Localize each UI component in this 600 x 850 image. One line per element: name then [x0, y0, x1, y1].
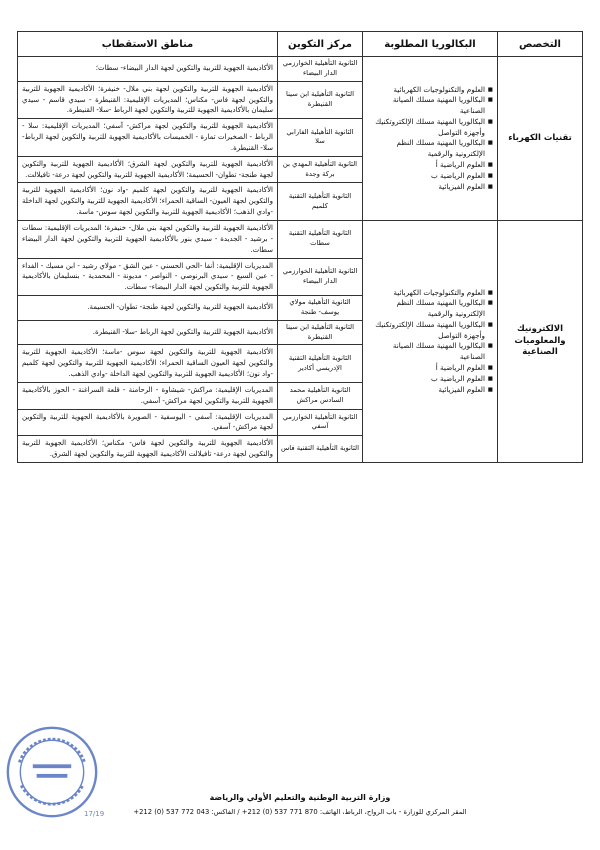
- specialty-cell: تقنيات الكهرباء: [498, 57, 583, 221]
- recruitment-zones-cell: المديريات الإقليمية: أنفا -الحي الحسني - عين الشق - مولاي رشيد - ابن مسيك - الفداء - عين السبع - سيدي البرنوصي - النواصر - مديونة - المحمدية - بنسليمان بالأكاديمية الجهوية للتربية والتكوين لجهة الدار البيضاء- سطات.: [18, 258, 278, 296]
- header-specialty: التخصص: [498, 32, 583, 57]
- header-zones: مناطق الاستقطاب: [18, 32, 278, 57]
- bac-item: ■ العلوم الفيزيائية: [366, 385, 493, 396]
- bac-item: ■ البكالوريا المهنية مسلك النظم الإلكترونية والرقمية: [366, 298, 493, 320]
- header-center: مركز التكوين: [278, 32, 363, 57]
- training-center-cell: الثانوية التأهيلية التقنية الإدريسي أكادير: [278, 345, 363, 383]
- footer-ministry: وزارة التربية الوطنية والتعليم الأولي والرياضة: [209, 793, 391, 802]
- training-center-cell: الثانوية التأهيلية الخوارزمي الدار البيضاء: [278, 258, 363, 296]
- footer-address: المقر المركزي للوزارة - باب الرواح، الرباط، الهاتف: 870 771 537 (0) 212+ / الفاكس: 043 772 537 (0) 212+: [133, 808, 467, 816]
- recruitment-zones-cell: الأكاديمية الجهوية للتربية والتكوين لجهة الرباط -سلا- القنيطرة.: [18, 320, 278, 345]
- bac-item: ■ العلوم والتكنولوجيات الكهربائية: [366, 85, 493, 96]
- recruitment-zones-cell: الأكاديمية الجهوية للتربية والتكوين لجهة طنجة- تطوان- الحسيمة.: [18, 296, 278, 321]
- recruitment-zones-cell: الأكاديمية الجهوية للتربية والتكوين لجهة الدار البيضاء- سطات؛: [18, 57, 278, 82]
- bac-item: ■ البكالوريا المهنية مسلك الصيانة الصناعية: [366, 341, 493, 363]
- bac-item: ■ البكالوريا المهنية مسلك الإلكتروتكنيك وأجهزة التواصل: [366, 117, 493, 139]
- training-center-cell: الثانوية التأهيلية التقنية كلميم: [278, 183, 363, 221]
- bac-item: ■ البكالوريا المهنية مسلك النظم الإلكترونية والرقمية: [366, 138, 493, 160]
- bac-item: ■ البكالوريا المهنية مسلك الإلكتروتكنيك وأجهزة التواصل: [366, 320, 493, 342]
- orientation-table: [17, 31, 583, 463]
- bac-item: ■ العلوم والتكنولوجيات الكهربائية: [366, 288, 493, 299]
- bac-item: ■ العلوم الفيزيائية: [366, 182, 493, 193]
- bac-cell: [363, 57, 498, 221]
- training-center-cell: الثانوية التأهيلية ابن سينا القنيطرة: [278, 81, 363, 119]
- bac-item: ■ العلوم الرياضية أ: [366, 160, 493, 171]
- bac-list: [366, 85, 493, 193]
- bac-list: [366, 288, 493, 396]
- table-row: [18, 57, 583, 82]
- specialty-cell: الالكترونيك والمعلوميات الصناعية: [498, 220, 583, 462]
- bac-item: ■ العلوم الرياضية ب: [366, 374, 493, 385]
- official-stamp: [4, 724, 100, 820]
- training-center-cell: الثانوية التأهيلية الخوارزمي آسفي: [278, 409, 363, 436]
- training-center-cell: الثانوية التأهيلية محمد السادس مراكش: [278, 382, 363, 409]
- recruitment-zones-cell: الأكاديمية الجهوية للتربية والتكوين لجهة الشرق؛ الأكاديمية الجهوية للتربية والتكوين لجهة طنجة- تطوان- الحسيمة؛ الأكاديمية الجهوية للتربية والتكوين لجهة درعة- تافيلالت.: [18, 156, 278, 183]
- table-body: [18, 57, 583, 463]
- recruitment-zones-cell: الأكاديمية الجهوية للتربية والتكوين لجهة مراكش- آسفي؛ المديريات الإقليمية: سلا - الرباط - الصخيرات تمارة - الخميسات بالأكاديمية الجهوية للتربية والتكوين لجهة الرباط- سلا- القنيطرة.: [18, 119, 278, 157]
- training-center-cell: الثانوية التأهيلية الفارابي سلا: [278, 119, 363, 157]
- recruitment-zones-cell: المديريات الإقليمية: مراكش- شيشاوة - الرحامنة - قلعة السراغنة - الحوز بالأكاديمية الجهوية للتربية والتكوين لجهة مراكش- آسفي.: [18, 382, 278, 409]
- recruitment-zones-cell: الأكاديمية الجهوية للتربية والتكوين لجهة سوس -ماسة؛ الأكاديمية الجهوية للتربية والتكوين لجهة العيون الساقية الحمراء؛ الأكاديمية الجهوية للتربية والتكوين لجهة كلميم -واد نون؛ الأكاديمية الجهوية للتربية والتكوين لجهة الداخلة -وادي الذهب.: [18, 345, 278, 383]
- bac-item: ■ البكالوريا المهنية مسلك الصيانة الصناعية: [366, 95, 493, 117]
- table-header-row: [18, 32, 583, 57]
- training-center-cell: الثانوية التأهيلية الخوارزمي الدار البيضاء: [278, 57, 363, 82]
- recruitment-zones-cell: الأكاديمية الجهوية للتربية والتكوين لجهة بني ملال- خنيفرة؛ الأكاديمية الجهوية للتربية والتكوين لجهة فاس- مكناس؛ المديريات الإقليمية: القنيطرة - سيدي قاسم - سيدي سليمان بالأكاديمية الجهوية للتربية والتكوين لجهة الرباط -سلا- القنيطرة.: [18, 81, 278, 119]
- training-center-cell: الثانوية التأهيلية المهدي بن بركة وجدة: [278, 156, 363, 183]
- recruitment-zones-cell: المديريات الإقليمية: آسفي - اليوسفية - الصويرة بالأكاديمية الجهوية للتربية والتكوين لجهة مراكش- آسفي.: [18, 409, 278, 436]
- header-bac: البكالوريا المطلوبة: [363, 32, 498, 57]
- training-center-cell: الثانوية التأهيلية التقنية سطات: [278, 220, 363, 258]
- bac-item: ■ العلوم الرياضية أ: [366, 363, 493, 374]
- recruitment-zones-cell: الأكاديمية الجهوية للتربية والتكوين لجهة فاس- مكناس؛ الأكاديمية الجهوية للتربية والتكوين لجهة درعة- تافيلالت الأكاديمية الجهوية للتربية والتكوين لجهة الشرق.: [18, 436, 278, 463]
- training-center-cell: الثانوية التأهيلية ابن سينا القنيطرة: [278, 320, 363, 345]
- bac-cell: [363, 220, 498, 462]
- recruitment-zones-cell: الأكاديمية الجهوية للتربية والتكوين لجهة بني ملال- خنيفرة؛ المديريات الإقليمية: سطات - برشيد - الجديدة - سيدي بنور بالأكاديمية الجهوية للتربية والتكوين لجهة الدار البيضاء سطات.: [18, 220, 278, 258]
- page-number: 17/19: [84, 810, 105, 818]
- bac-item: ■ العلوم الرياضية ب: [366, 171, 493, 182]
- training-center-cell: الثانوية التأهيلية التقنية فاس: [278, 436, 363, 463]
- table-row: [18, 220, 583, 258]
- recruitment-zones-cell: الأكاديمية الجهوية للتربية والتكوين لجهة كلميم -واد نون؛ الأكاديمية الجهوية للتربية والتكوين لجهة العيون- الساقية الحمراء؛ الأكاديمية الجهوية للتربية والتكوين لجهة الداخلة -وادي الذهب؛ الأكاديمية الجهوية للتربية والتكوين لجهة سوس- ماسة.: [18, 183, 278, 221]
- training-center-cell: الثانوية التأهيلية مولاي يوسف- طنجة: [278, 296, 363, 321]
